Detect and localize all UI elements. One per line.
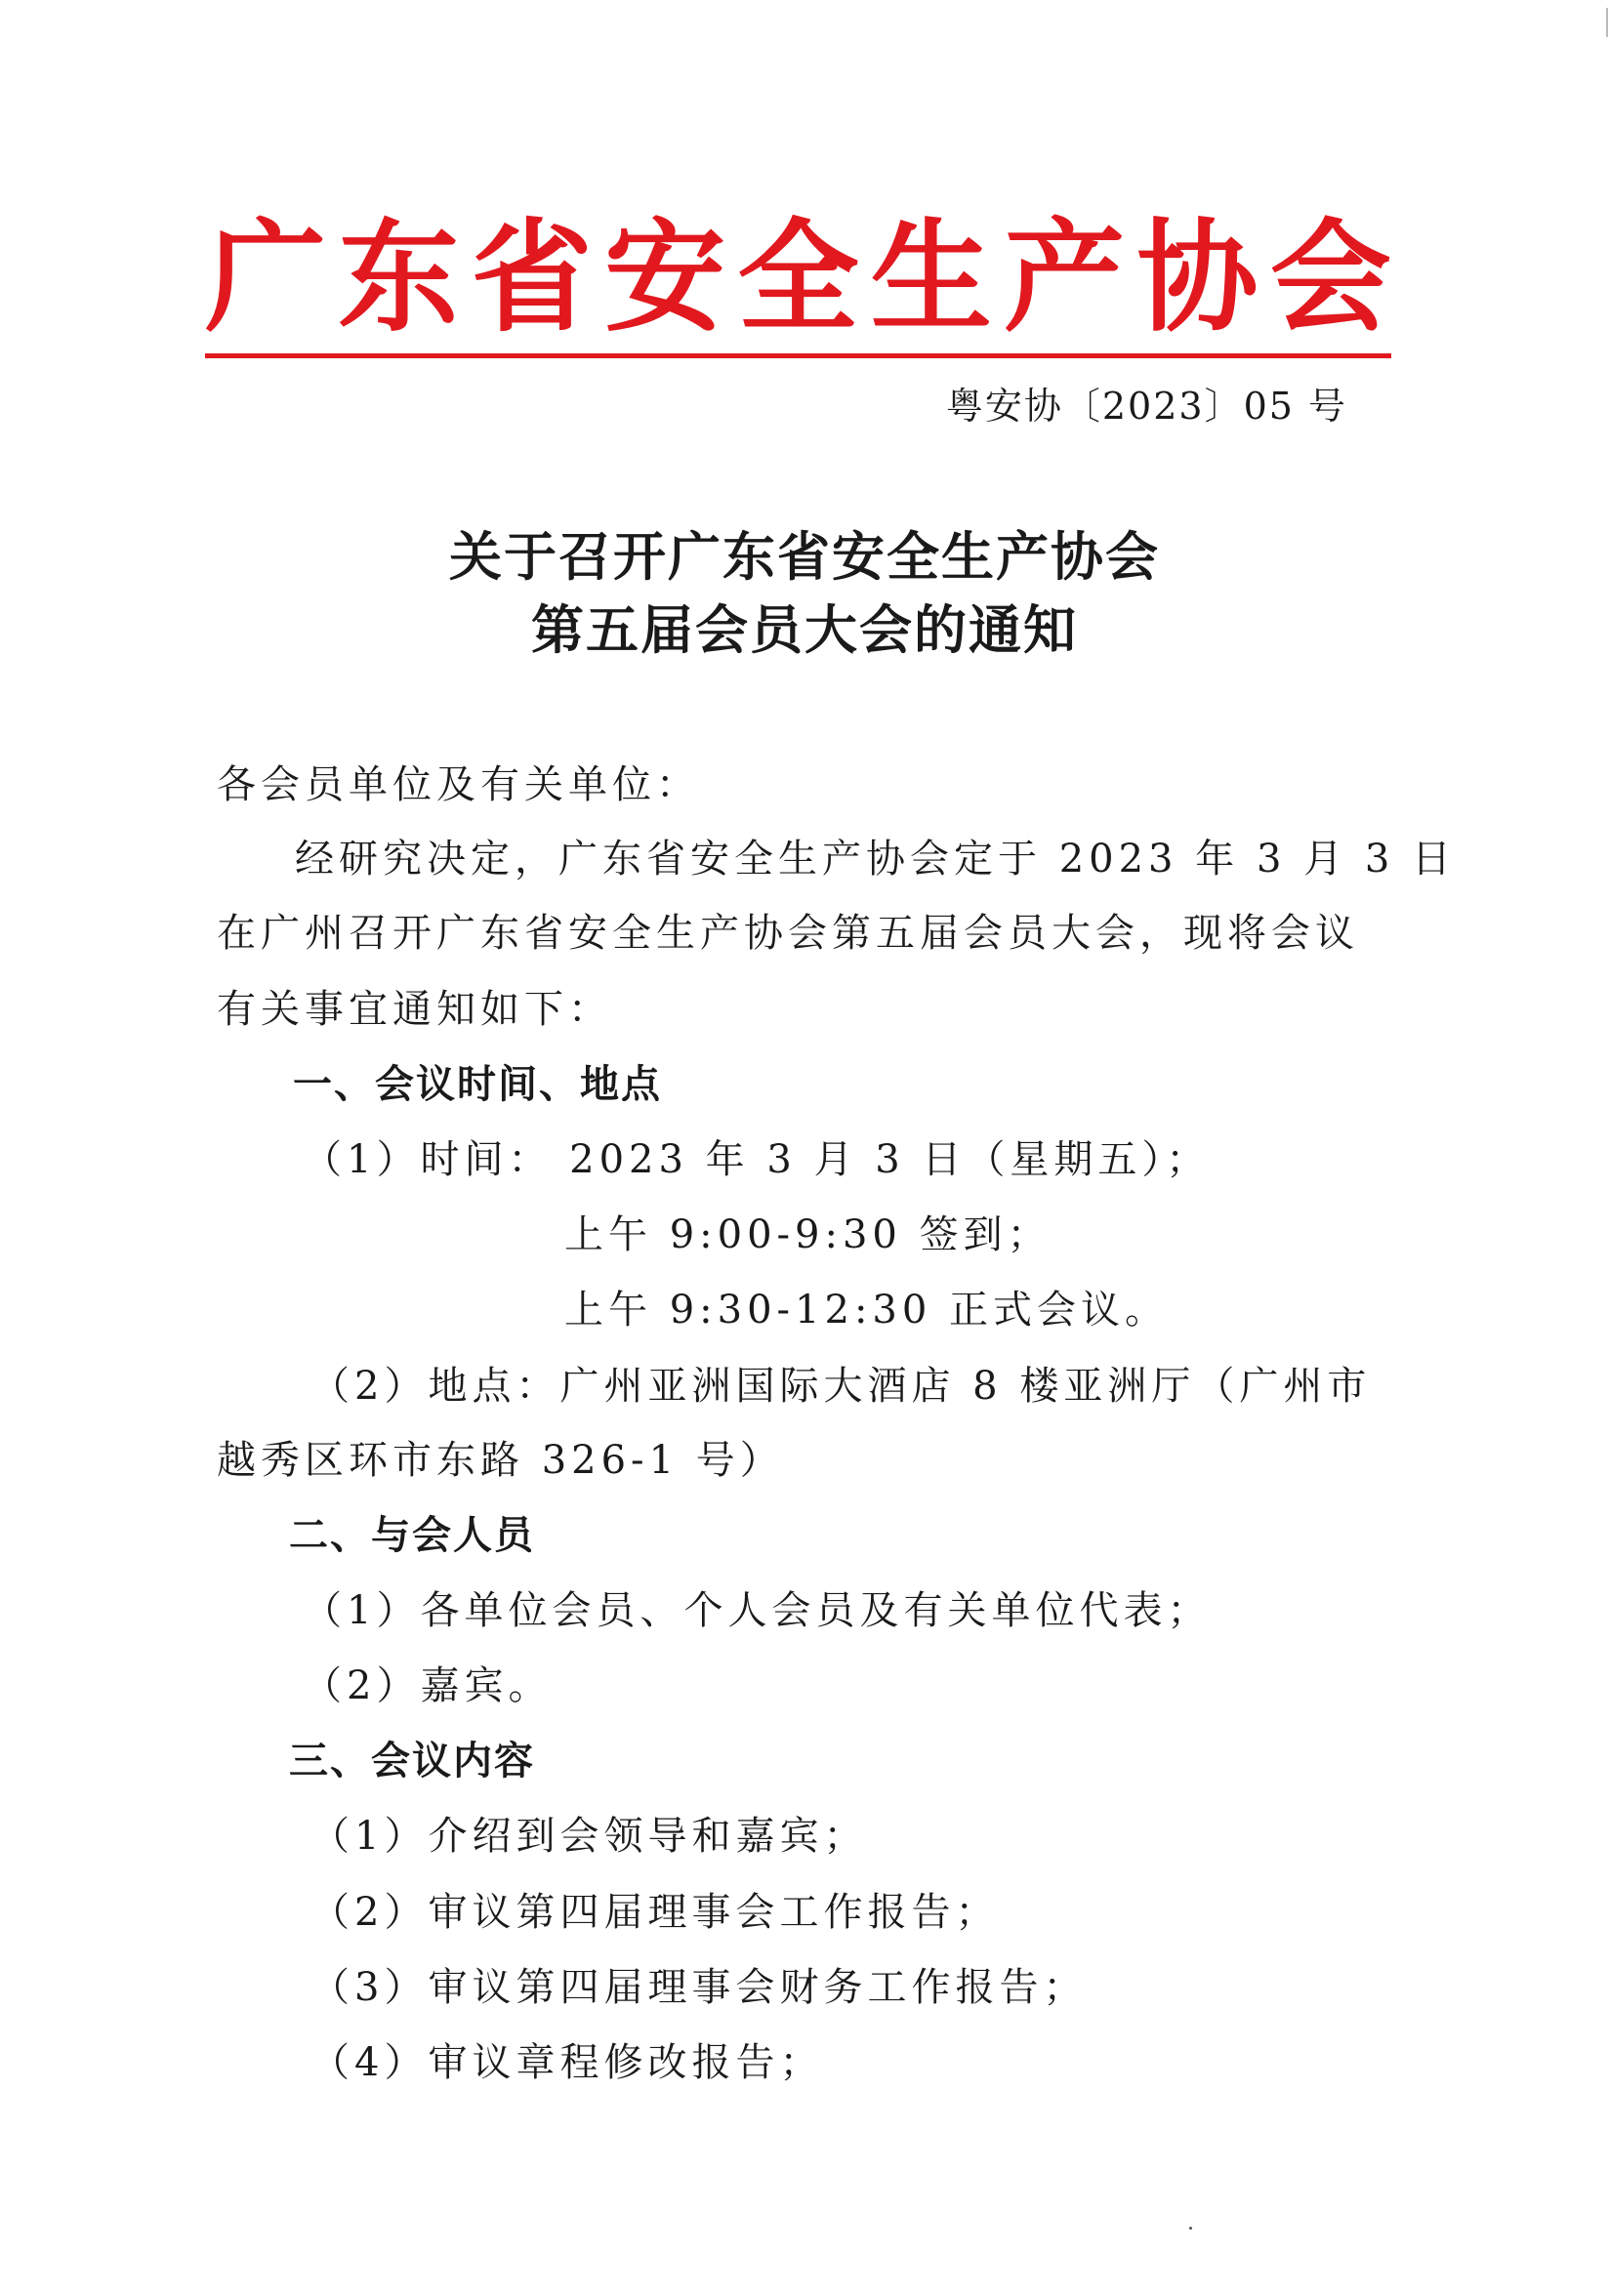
intro-line-1: 经研究决定，广东省安全生产协会定于 2023 年 3 月 3 日 [295,837,1456,882]
org-char: 生 [870,208,992,348]
document-title-line-1: 关于召开广东省安全生产协会 [449,525,1160,588]
intro-line-3: 有关事宜通知如下： [217,987,612,1032]
attendees-item-1: （1）各单位会员、个人会员及有关单位代表； [303,1588,1212,1633]
intro-line-2: 在广州召开广东省安全生产协会第五届会员大会，现将会议 [217,911,1359,956]
scan-edge-mark [1606,8,1608,37]
org-char: 广 [205,208,327,348]
scan-speck [1189,2227,1192,2230]
meeting-place-line-1: （2）地点：广州亚洲国际大酒店 8 楼亚洲厅（广州市 [310,1364,1372,1409]
org-char: 产 [1004,208,1126,348]
org-char: 省 [471,208,593,348]
letterhead-divider [205,353,1391,358]
document-title-line-2: 第五届会员大会的通知 [531,598,1078,661]
agenda-item-2: （2）审议第四届理事会工作报告； [310,1890,1000,1935]
salutation: 各会员单位及有关单位： [217,762,700,807]
section-2-heading: 二、与会人员 [289,1513,535,1558]
org-char: 协 [1136,208,1258,348]
agenda-item-1: （1）介绍到会领导和嘉宾； [310,1814,868,1859]
meeting-time-signin: 上午 9:00-9:30 签到； [564,1212,1052,1257]
org-char: 会 [1269,208,1391,348]
org-char: 安 [604,208,726,348]
document-number: 粤安协〔2023〕05 号 [945,385,1347,428]
org-char: 全 [737,208,859,348]
organization-name [205,200,1391,356]
meeting-place-line-2: 越秀区环市东路 326-1 号） [217,1438,784,1483]
attendees-item-2: （2）嘉宾。 [303,1663,553,1708]
org-char: 东 [338,208,460,348]
meeting-time: （1）时间： 2023 年 3 月 3 日（星期五）； [303,1137,1211,1182]
agenda-item-4: （4）审议章程修改报告； [310,2040,824,2085]
section-1-heading: 一、会议时间、地点 [293,1062,662,1107]
section-3-heading: 三、会议内容 [289,1739,535,1784]
meeting-time-session: 上午 9:30-12:30 正式会议。 [564,1288,1170,1332]
agenda-item-3: （3）审议第四届理事会财务工作报告； [310,1965,1088,2010]
